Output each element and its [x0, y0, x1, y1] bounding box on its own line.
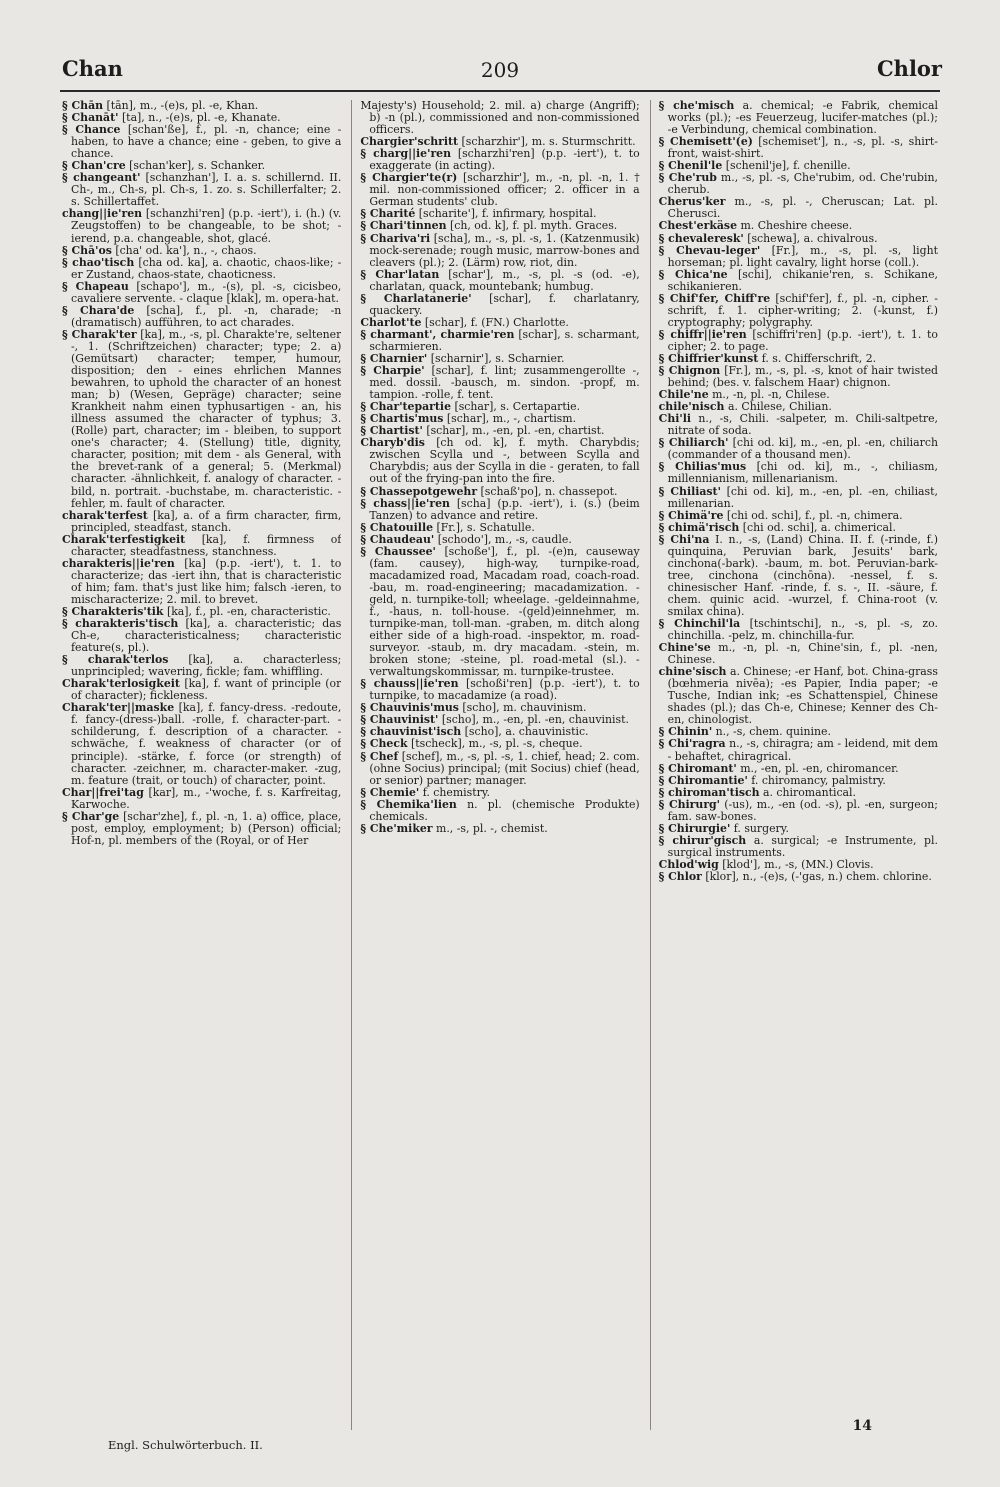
entry-headword: § Chauvinis'mus — [360, 701, 459, 715]
entry-definition: [chi od. ki], m., -en, pl. -en, chiliarch (commander of a thousand men). — [667, 436, 938, 462]
entry-headword: § Chiromant' — [658, 761, 737, 775]
dictionary-entry — [659, 738, 938, 762]
entry-headword: § Chlor — [658, 870, 702, 883]
entry-definition: [schaß'po], n. chassepot. — [480, 484, 618, 498]
entry-headword: § Chif'fer, Chiff're — [658, 291, 771, 305]
entry-headword: § Char'tepartie — [360, 400, 451, 414]
entry-headword: charak'terfest — [62, 508, 148, 522]
dictionary-entry — [62, 702, 341, 786]
entry-headword: § Charpie' — [360, 364, 425, 378]
entry-definition: [schanzhi'ren] (p.p. -iert'), i. (h.) (v. Zeugstoffen) to be changeable, to be shot; -ierend, p.a. changeable, shot, glacé. — [71, 207, 342, 245]
entry-definition: [schewa], a. chivalrous. — [747, 231, 878, 245]
entry-headword: § chiroman'tisch — [658, 785, 760, 799]
dictionary-entry — [659, 799, 938, 823]
entry-definition: [ka] (p.p. -iert'), t. 1. to characterize; das -iert ihn, that is characteristic of him; fam. that's just like him; falsch -ieren, to mischaracterize; 2. mil. to brevet. — [71, 556, 342, 606]
entry-headword: § changeant' — [62, 171, 141, 185]
entry-definition: [schar'], m., -s, pl. -s (od. -e), charlatan, quack, mountebank; humbug. — [369, 267, 640, 293]
entry-definition: Majesty's) Household; 2. mil. a) charge (Angriff); b) -n (pl.), commissioned and non-commissioned officers. — [360, 100, 640, 137]
dictionary-entry — [62, 654, 341, 678]
dictionary-entry — [659, 437, 938, 461]
entry-definition: m., -s, pl. -, Cheruscan; Lat. pl. Cherusci. — [667, 195, 938, 221]
dictionary-entry — [360, 823, 639, 835]
dictionary-entry — [659, 329, 938, 353]
entry-headword: chile'nisch — [658, 400, 725, 414]
dictionary-entry — [659, 461, 938, 485]
entry-headword: § Charnier' — [360, 351, 428, 365]
entry-definition: [scharzhir'], m., -n, pl. -n, 1. † mil. non-commissioned officer; 2. officer in a German students' club. — [369, 171, 640, 209]
dictionary-entry — [360, 678, 639, 702]
entry-definition: [chi od. schi], a. chimerical. — [742, 520, 896, 534]
entry-headword: § charakteris'tisch — [62, 617, 179, 631]
dictionary-entry — [62, 787, 341, 811]
entry-headword: Chi'li — [658, 412, 691, 426]
dictionary-entry — [62, 329, 341, 510]
entry-definition: [tān], m., -(e)s, pl. -e, Khan. — [106, 100, 259, 112]
entry-headword: chine'sisch — [658, 665, 727, 679]
entry-definition: [schoße'], f., pl. -(e)n, causeway (fam. causey), high-way, turnpike-road, macadamized road, Macadam road, coach-road. -bau, m. road-engineering; macadamization. -geld, n. turnpike-toll; wheelage. -geldeinnahme, f., -haus, n. toll-house. -(geld)einnehmer, m. turnpike-man, toll-man. -graben, m. ditch along either side of a high-road. -inspektor, m. road-surveyor. -staub, m. dry macadam. -stein, m. broken stone; -steine, pl. road-metal (sl.). -verwaltungskommissar, m. turnpike-trustee. — [369, 544, 640, 679]
entry-headword: § Chi'na — [658, 532, 710, 546]
dictionary-entry — [360, 148, 639, 172]
entry-headword: Cherus'ker — [658, 195, 726, 209]
dictionary-entry — [360, 233, 639, 269]
entry-definition: [klod'], m., -s, (MN.) Clovis. — [722, 857, 874, 871]
entry-headword: § Chinchil'la — [658, 617, 741, 631]
column-2 — [351, 100, 639, 1430]
left-guide-word: Chan — [62, 56, 123, 81]
entry-headword: § chiffr||ie'ren — [658, 327, 747, 341]
dictionary-entry — [62, 811, 341, 847]
entry-definition: [ka], m., -s, pl. Charakte're, seltener -, 1. (Schriftzeichen) character; type; 2. a) (Gemütsart) character; temper, humour, disposition; den - eines ehrlichen Mannes bewahren, to uphold the character of an honest man; b) (Wesen, Gepräge) character; seine Krankheit nahm einen typhusartigen - an, his illness assumed the character of typhus; 3. (Rolle) part, character; im - bleiben, to support one's character; 4. (Stellung) title, dignity, character, position; mit dem - als General, with the brevet-rank of a general; 5. (Merkmal) character. -ähnlichkeit, f. analogy of character. -bild, n. portrait. -buchstabe, m. characteristic. -fehler, m. fault of character. — [71, 327, 342, 510]
entry-definition: [schemiset'], n., -s, pl. -s, shirt-front, waist-shirt. — [667, 135, 938, 161]
entry-headword: § Charak'ter — [62, 327, 137, 341]
entry-headword: § Chassepotgewehr — [360, 484, 478, 498]
entry-definition: m., -s, pl. -, chemist. — [436, 821, 548, 835]
entry-headword: § Chaudeau' — [360, 532, 435, 546]
entry-definition: [schan'ker], s. Schanker. — [129, 159, 266, 173]
dictionary-entry — [62, 257, 341, 281]
entry-definition: [scha], m., -s, pl. -s, 1. (Katzenmusik) mock-serenade; rough music, marrow-bones and cleavers (pl.); 2. (Lärm) row, riot, din. — [369, 231, 640, 269]
entry-definition: m., -n, pl. -n, Chilese. — [712, 388, 830, 402]
entry-definition: [ka], f. firmness of character, steadfastness, stanchness. — [71, 532, 342, 558]
dictionary-entry — [659, 534, 938, 618]
entry-definition: a. Chilese, Chilian. — [727, 400, 832, 414]
dictionary-entry — [659, 618, 938, 642]
entry-definition: [ch od. k], f. myth. Charybdis; zwischen Scylla und -, between Scylla and Charybdis; aus der Scylla in die - geraten, to fall out of the frying-pan into the fire. — [369, 436, 640, 486]
entry-definition: m., -s, pl. -s, Che'rubim, od. Che'rubin, cherub. — [667, 171, 938, 197]
dictionary-entry — [360, 751, 639, 787]
entry-headword: § charak'terlos — [62, 653, 169, 667]
entry-headword: Charyb'dis — [360, 436, 425, 450]
entry-headword: Chile'ne — [658, 388, 709, 402]
dictionary-entry — [360, 498, 639, 522]
entry-definition: [tscheck], m., -s, pl. -s, cheque. — [410, 737, 583, 751]
dictionary-entry — [62, 678, 341, 702]
entry-headword: § Chemika'lien — [360, 797, 457, 811]
entry-definition: (-us), m., -en (od. -s), pl. -en, surgeon; fam. saw-bones. — [667, 797, 938, 823]
entry-definition: [Fr.], m., -s, pl. -s, light horseman; pl. light cavalry, light horse (coll.). — [667, 243, 938, 269]
entry-definition: [scharite'], f. infirmary, hospital. — [418, 207, 597, 221]
entry-definition: [tschintschi], n., -s, pl. -s, zo. chinchilla. -pelz, m. chinchilla-fur. — [667, 617, 938, 643]
dictionary-entry — [360, 172, 639, 208]
entry-definition: [schar], s. Certapartie. — [454, 400, 581, 414]
entry-definition: [ch, od. k], f. pl. myth. Graces. — [450, 219, 618, 233]
entry-definition: [schar], m., -, chartism. — [446, 412, 577, 426]
entry-definition: [schef], m., -s, pl. -s, 1. chief, head; 2. com. (ohne Socius) principal; (mit Socius) chief (head, or senior) partner; manager. — [369, 749, 640, 787]
entry-headword: § Chirurg' — [658, 797, 721, 811]
entry-headword: § Chignon — [658, 364, 721, 378]
dictionary-entry — [659, 486, 938, 510]
entry-headword: § chauvinist'isch — [360, 725, 462, 739]
entry-headword: § Chan'cre — [62, 159, 126, 173]
entry-definition: n., -s, Chili. -salpeter, m. Chili-saltpetre, nitrate of soda. — [667, 412, 938, 438]
entry-headword: Charak'terlosigkeit — [62, 677, 180, 691]
entry-headword: § charmant', charmie'ren — [360, 327, 515, 341]
dictionary-entry — [62, 510, 341, 534]
entry-definition: [scho], m. chauvinism. — [462, 701, 587, 715]
dictionary-entry — [62, 124, 341, 160]
entry-definition: [cha od. ka], a. chaotic, chaos-like; -er Zustand, chaos-state, chaoticness. — [71, 255, 342, 281]
entry-headword: § chauss||ie'ren — [360, 677, 459, 691]
column-3 — [650, 100, 938, 1430]
running-head — [0, 52, 1000, 86]
entry-definition: f. s. Chifferschrift, 2. — [761, 351, 877, 365]
entry-headword: Chest'erkäse — [658, 219, 737, 233]
entry-definition: [schar], s. scharmant, scharmieren. — [369, 327, 640, 353]
entry-headword: § Char'ge — [62, 809, 120, 823]
entry-definition: [scharnir'], s. Scharnier. — [430, 351, 565, 365]
entry-headword: § Chatouille — [360, 520, 434, 534]
dictionary-entry — [659, 835, 938, 859]
dictionary-entry — [360, 100, 639, 136]
entry-headword: Charak'ter||maske — [62, 701, 175, 715]
entry-headword: § Chi'ragra — [658, 737, 726, 751]
dictionary-entry — [659, 413, 938, 437]
dictionary-entry — [62, 208, 341, 244]
dictionary-entry — [659, 293, 938, 329]
entry-headword: Chargier'schritt — [360, 135, 459, 149]
entry-headword: § Chemie' — [360, 785, 420, 799]
dictionary-entry — [659, 365, 938, 389]
entry-definition: [schar], f. charlatanry, quackery. — [369, 291, 640, 317]
header-rule — [60, 90, 940, 92]
entry-definition: a. chiromantical. — [762, 785, 856, 799]
entry-headword: § Chari'tinnen — [360, 219, 447, 233]
entry-definition: [schar], m., -en, pl. -en, chartist. — [426, 424, 605, 438]
entry-headword: Charak'terfestigkeit — [62, 532, 186, 546]
entry-definition: [schapo'], m., -(s), pl. -s, cicisbeo, cavaliere servente. - claque [klak], m. opera-hat. — [71, 279, 342, 305]
entry-definition: [schar], f. lint; zusammengerollte -, med. dossil. -bausch, m. sindon. -propf, m. tampion. -rolle, f. tent. — [369, 364, 640, 402]
dictionary-entry — [360, 799, 639, 823]
entry-headword: § Charité — [360, 207, 416, 221]
entry-headword: § Chica'ne — [658, 267, 728, 281]
entry-definition: [scha] (p.p. -iert'), i. (s.) (beim Tanzen) to advance and retire. — [369, 496, 640, 522]
entry-headword: § Char'latan — [360, 267, 440, 281]
entry-headword: § Charlatanerie' — [360, 291, 472, 305]
entry-definition: f. chiromancy, palmistry. — [751, 773, 886, 787]
entry-headword: § Chemisett'(e) — [658, 135, 753, 149]
entry-definition: m., -n, pl. -n, Chine'sin, f., pl. -nen, Chinese. — [667, 641, 938, 667]
entry-definition: [scho], a. chauvinistic. — [464, 725, 589, 739]
entry-definition: [ka], a. characterless; unprincipled; wavering, fickle; fam. whiffling. — [71, 653, 342, 679]
entry-definition: [klor], n., -(e)s, (-'gas, n.) chem. chlorine. — [705, 870, 932, 883]
entry-definition: [ka], f. want of principle (or of character); fickleness. — [71, 677, 342, 703]
dictionary-entry — [659, 666, 938, 726]
entry-headword: § Chilias'mus — [658, 460, 747, 474]
entry-headword: § Charakteris'tik — [62, 604, 164, 618]
entry-definition: [chi od. ki], m., -en, pl. -en, chiliast, millenarian. — [667, 484, 938, 510]
entry-definition: n., -s, chem. quinine. — [715, 725, 831, 739]
entry-headword: § Chiliast' — [658, 484, 721, 498]
dictionary-entry — [659, 136, 938, 160]
dictionary-entry — [659, 642, 938, 666]
entry-headword: § Chān — [62, 100, 104, 112]
entry-headword: § Chef — [360, 749, 399, 763]
entry-definition: [cha' od. ka'], n., -, chaos. — [115, 243, 257, 257]
entry-definition: [Fr.], m., -s, pl. -s, knot of hair twisted behind; (bes. v. falschem Haar) chignon. — [667, 364, 938, 390]
column-1 — [62, 100, 341, 1430]
dictionary-entry — [360, 365, 639, 401]
entry-definition: [chi od. ki], m., -, chiliasm, millennianism, millenarianism. — [667, 460, 938, 486]
entry-definition: [kar], m., -'woche, f. s. Karfreitag, Karwoche. — [71, 785, 342, 811]
dictionary-entry — [659, 871, 938, 883]
entry-headword: chang||ie'ren — [62, 207, 143, 221]
entry-headword: § Chiliarch' — [658, 436, 729, 450]
entry-definition: [schif'fer], f., pl. -n, cipher. -schrift, f. 1. cipher-writing; 2. (-kunst, f.) cryptography; polygraphy. — [667, 291, 938, 329]
entry-headword: Chine'se — [658, 641, 711, 655]
entry-headword: § Chariva'ri — [360, 231, 431, 245]
entry-definition: [scharzhi'ren] (p.p. -iert'), t. to exaggerate (in acting). — [369, 147, 640, 173]
entry-headword: § charg||ie'ren — [360, 147, 452, 161]
entry-headword: § Che'miker — [360, 821, 433, 835]
entry-headword: § Chauvinist' — [360, 713, 439, 727]
entry-headword: § Chartist' — [360, 424, 423, 438]
entry-definition: [scha], f., pl. -n, charade; -n (dramatisch) aufführen, to act charades. — [71, 303, 342, 329]
entry-headword: § Chaussee' — [360, 544, 436, 558]
entry-headword: § Chiromantie' — [658, 773, 748, 787]
dictionary-entry — [360, 546, 639, 679]
entry-headword: § chirur'gisch — [658, 833, 747, 847]
entry-headword: § che'misch — [658, 100, 735, 112]
entry-headword: § Chartis'mus — [360, 412, 444, 426]
dictionary-entry — [62, 281, 341, 305]
entry-definition: [schi], chikanie'ren, s. Schikane, schikanieren. — [667, 267, 938, 293]
dictionary-entry — [62, 558, 341, 606]
entry-headword: § chevaleresk' — [658, 231, 744, 245]
entry-headword: § chao'tisch — [62, 255, 135, 269]
page-number: 209 — [480, 58, 520, 82]
entry-headword: § Che'rub — [658, 171, 717, 185]
entry-headword: § Chirurgie' — [658, 821, 731, 835]
entry-definition: [schar], f. (FN.) Charlotte. — [424, 315, 569, 329]
imprint-line: Engl. Schulwörterbuch. II. — [108, 1438, 263, 1452]
entry-headword: Char||frei'tag — [62, 785, 144, 799]
entry-headword: § Chenil'le — [658, 159, 723, 173]
entry-headword: § Check — [360, 737, 408, 751]
dictionary-entry — [360, 293, 639, 317]
dictionary-entry — [659, 196, 938, 220]
entry-definition: f. chemistry. — [422, 785, 491, 799]
entry-headword: § Chargier'te(r) — [360, 171, 458, 185]
entry-definition: [schodo'], m., -s, caudle. — [437, 532, 572, 546]
signature-mark: 14 — [852, 1418, 872, 1434]
entry-headword: § Chanāt' — [62, 111, 119, 125]
entry-definition: n., -s, chiragra; am - leidend, mit dem - behaftet, chiragrical. — [667, 737, 938, 763]
entry-definition: [scharzhir'], m. s. Sturmschritt. — [461, 135, 636, 149]
dictionary-entry — [659, 100, 938, 136]
entry-headword: § Chance — [62, 123, 121, 137]
entry-headword: § Chinin' — [658, 725, 713, 739]
entry-definition: a. surgical; -e Instrumente, pl. surgical instruments. — [667, 833, 938, 859]
entry-headword: Charlot'te — [360, 315, 422, 329]
entry-definition: [schenil'je], f. chenille. — [725, 159, 851, 173]
entry-definition: [scho], m., -en, pl. -en, chauvinist. — [441, 713, 629, 727]
dictionary-entry — [62, 305, 341, 329]
entry-headword: Chlod'wig — [658, 857, 719, 871]
entry-definition: [ka], f., pl. -en, characteristic. — [166, 604, 331, 618]
dictionary-entry — [62, 172, 341, 208]
dictionary-entry — [62, 534, 341, 558]
text-columns — [62, 100, 938, 1430]
entry-definition: m., -en, pl. -en, chiromancer. — [740, 761, 899, 775]
entry-definition: m. Cheshire cheese. — [740, 219, 853, 233]
entry-definition: [ka], f. fancy-dress. -redoute, f. fancy-(dress-)ball. -rolle, f. character-part. -schilderung, f. description of a character. -schwäche, f. weakness of character (or of principle). -stärke, f. force (or strength) of character. -zeichner, m. character-maker. -zug, m. feature (trait, or touch) of character, point. — [71, 701, 342, 787]
entry-headword: § Chapeau — [62, 279, 129, 293]
entry-headword: § Chevau-leger' — [658, 243, 761, 257]
right-guide-word: Chlor — [876, 56, 942, 81]
entry-definition: [schiffri'ren] (p.p. -iert'), t. 1. to cipher; 2. to page. — [667, 327, 938, 353]
entry-headword: § chass||ie'ren — [360, 496, 450, 510]
entry-definition: [ta], n., -(e)s, pl. -e, Khanate. — [121, 111, 281, 125]
dictionary-entry — [360, 269, 639, 293]
dictionary-entry — [360, 329, 639, 353]
entry-definition: [ka], a. of a firm character, firm, principled, steadfast, stanch. — [71, 508, 342, 534]
entry-definition: [schoßi'ren] (p.p. -iert'), t. to turnpike, to macadamize (a road). — [369, 677, 640, 703]
entry-headword: § chimä'risch — [658, 520, 740, 534]
entry-definition: [schan'ße], f., pl. -n, chance; eine - haben, to have a chance; eine - geben, to give a chance. — [71, 123, 342, 161]
entry-definition: f. surgery. — [733, 821, 789, 835]
entry-headword: § Chara'de — [62, 303, 135, 317]
entry-headword: charakteris||ie'ren — [62, 556, 175, 570]
entry-definition: [schar'zhe], f., pl. -n, 1. a) office, place, post, employ, employment; b) (Person) official; Hof-n, pl. members of the (Royal, or of Her — [71, 809, 342, 847]
entry-definition: I. n., -s, (Land) China. II. f. (-rinde, f.) quinquina, Peruvian bark, Jesuits' bark, cinchona(-bark). -baum, m. bot. Peruvian-bark-tree, cinchona (cinchōna). -nessel, f. s. chinesischer Hanf. -rinde, f. s. -, II. -säure, f. chem. quinic acid. -wurzel, f. China-root (v. smilax china). — [667, 532, 938, 618]
dictionary-entry — [62, 618, 341, 654]
entry-definition: [Fr.], s. Schatulle. — [436, 520, 535, 534]
dictionary-entry — [360, 437, 639, 485]
entry-headword: § Chiffrier'kunst — [658, 351, 759, 365]
dictionary-entry — [659, 172, 938, 196]
entry-headword: § Chā'os — [62, 243, 112, 257]
entry-definition: a. Chinese; -er Hanf, bot. China-grass (bœhmeria nivēa); -es Papier, India paper; -e Tusche, Indian ink; -es Schattenspiel, Chinese shades (pl.); das Ch-e, Chinese; Kenner des Ch-en, chinologist. — [667, 665, 938, 727]
entry-headword: § Chimä're — [658, 508, 724, 522]
entry-definition: [ka], a. characteristic; das Ch-e, characteristicalness; characteristic feature(s, pl.). — [71, 617, 342, 655]
entry-definition: n. pl. (chemische Produkte) chemicals. — [369, 797, 640, 823]
dictionary-entry — [659, 245, 938, 269]
dictionary-entry — [659, 269, 938, 293]
entry-definition: [chi od. schi], f., pl. -n, chimera. — [726, 508, 903, 522]
entry-definition: [schanzhan'], I. a. s. schillernd. II. Ch-, m., Ch-s, pl. Ch-s, 1. zo. s. Schillerfalter; 2. s. Schillertaffet. — [71, 171, 342, 209]
entry-definition: a. chemical; -e Fabrik, chemical works (pl.); -es Feuerzeug, lucifer-matches (pl.); -e Verbindung, chemical combination. — [667, 100, 938, 137]
